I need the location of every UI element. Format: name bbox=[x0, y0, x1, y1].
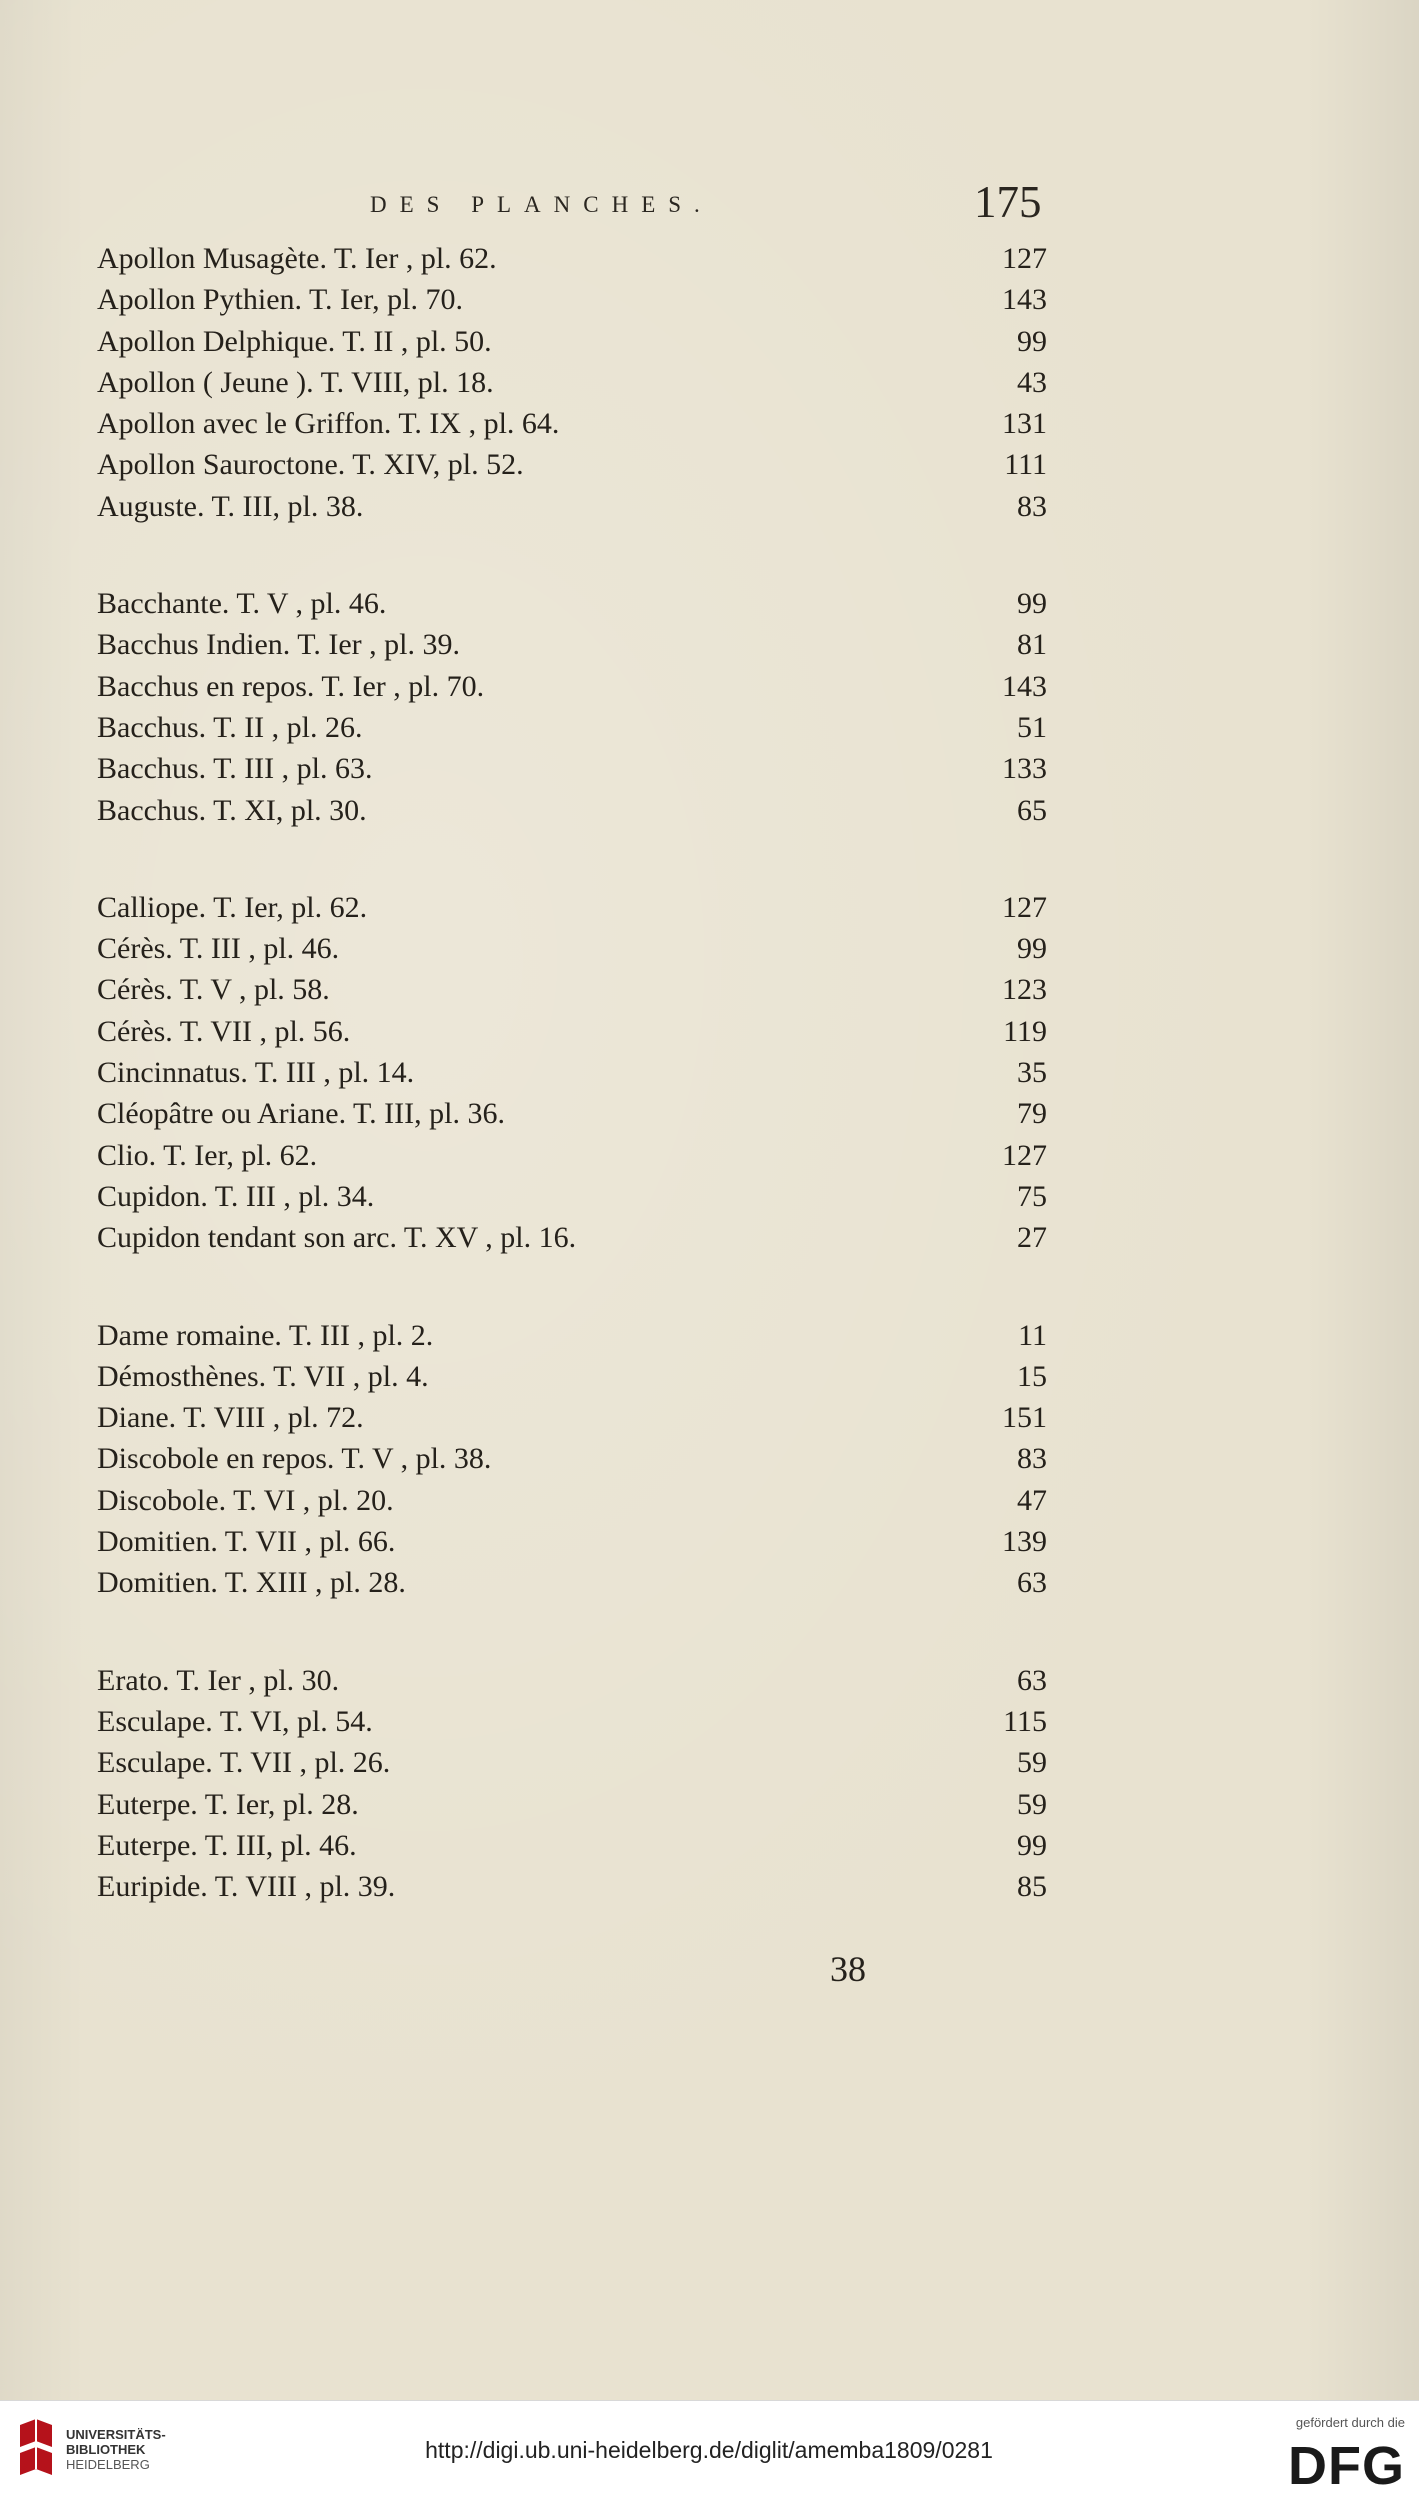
index-entry bbox=[97, 1135, 1047, 1176]
entry-reference: Euterpe. T. Ier, pl. 28. bbox=[97, 1787, 359, 1821]
permalink-url[interactable]: http://digi.ub.uni-heidelberg.de/diglit/amemba1809/0281 bbox=[425, 2437, 993, 2463]
entry-page-number: 63 bbox=[1017, 1566, 1047, 1600]
index-entry bbox=[97, 1052, 1047, 1093]
entry-reference: Cupidon tendant son arc. T. XV , pl. 16. bbox=[97, 1221, 577, 1255]
entry-reference: Apollon Pythien. T. Ier, pl. 70. bbox=[97, 283, 463, 317]
index-entry bbox=[97, 1011, 1047, 1052]
entry-reference: Bacchus. T. XI, pl. 30. bbox=[97, 793, 367, 827]
index-entry bbox=[97, 1093, 1047, 1134]
entry-page-number: 99 bbox=[1017, 587, 1047, 621]
index-entry bbox=[97, 666, 1047, 707]
entry-page-number: 83 bbox=[1017, 1442, 1047, 1476]
entry-reference: Discobole. T. VI , pl. 20. bbox=[97, 1483, 394, 1517]
entry-reference: Apollon avec le Griffon. T. IX , pl. 64. bbox=[97, 407, 560, 441]
library-name: UNIVERSITÄTS- BIBLIOTHEK HEIDELBERG bbox=[66, 2427, 166, 2472]
index-entry bbox=[97, 1397, 1047, 1438]
index-entry bbox=[97, 444, 1047, 485]
entry-page-number: 143 bbox=[1002, 669, 1047, 703]
entry-reference: Apollon Delphique. T. II , pl. 50. bbox=[97, 324, 492, 358]
entry-reference: Discobole en repos. T. V , pl. 38. bbox=[97, 1442, 492, 1476]
entry-reference: Apollon Musagète. T. Ier , pl. 62. bbox=[97, 242, 497, 275]
entry-page-number: 79 bbox=[1017, 1097, 1047, 1131]
index-entry bbox=[97, 321, 1047, 362]
index-entry bbox=[97, 1660, 1047, 1701]
entry-page-number: 27 bbox=[1017, 1221, 1047, 1255]
index-entry bbox=[97, 1784, 1047, 1825]
index-list bbox=[97, 238, 1047, 1907]
index-group bbox=[97, 1315, 1047, 1604]
entry-page-number: 115 bbox=[1003, 1704, 1047, 1738]
index-entry bbox=[97, 1356, 1047, 1397]
entry-page-number: 127 bbox=[1002, 242, 1047, 275]
entry-reference: Auguste. T. III, pl. 38. bbox=[97, 489, 364, 523]
index-entry bbox=[97, 583, 1047, 624]
index-entry bbox=[97, 1742, 1047, 1783]
index-entry bbox=[97, 1825, 1047, 1866]
index-group bbox=[97, 583, 1047, 831]
entry-page-number: 151 bbox=[1002, 1401, 1047, 1435]
funding-note: gefördert durch die bbox=[1295, 2415, 1405, 2430]
entry-page-number: 99 bbox=[1017, 324, 1047, 358]
entry-page-number: 81 bbox=[1017, 628, 1047, 662]
running-head: DES PLANCHES. bbox=[370, 192, 713, 217]
index-group bbox=[97, 1660, 1047, 1908]
entry-reference: Apollon Sauroctone. T. XIV, pl. 52. bbox=[97, 448, 524, 482]
index-entry bbox=[97, 1480, 1047, 1521]
entry-reference: Bacchus. T. II , pl. 26. bbox=[97, 710, 363, 744]
entry-reference: Bacchante. T. V , pl. 46. bbox=[97, 587, 387, 621]
viewer-footer bbox=[0, 2400, 1419, 2504]
entry-reference: Domitien. T. XIII , pl. 28. bbox=[97, 1566, 406, 1600]
entry-page-number: 85 bbox=[1017, 1870, 1047, 1904]
entry-page-number: 119 bbox=[1003, 1014, 1047, 1048]
index-entry bbox=[97, 362, 1047, 403]
index-group bbox=[97, 887, 1047, 1259]
entry-reference: Cérès. T. III , pl. 46. bbox=[97, 932, 340, 966]
index-entry bbox=[97, 1217, 1047, 1258]
entry-reference: Cupidon. T. III , pl. 34. bbox=[97, 1179, 375, 1213]
entry-reference: Euripide. T. VIII , pl. 39. bbox=[97, 1870, 396, 1904]
index-entry bbox=[97, 1438, 1047, 1479]
index-entry bbox=[97, 486, 1047, 527]
entry-reference: Clio. T. Ier, pl. 62. bbox=[97, 1138, 318, 1172]
entry-page-number: 127 bbox=[1002, 1138, 1047, 1172]
index-entry bbox=[97, 1866, 1047, 1907]
index-group bbox=[97, 238, 1047, 527]
entry-page-number: 11 bbox=[1018, 1318, 1047, 1352]
entry-page-number: 15 bbox=[1017, 1359, 1047, 1393]
entry-page-number: 47 bbox=[1017, 1483, 1047, 1517]
entry-page-number: 111 bbox=[1004, 448, 1047, 482]
entry-reference: Bacchus en repos. T. Ier , pl. 70. bbox=[97, 669, 485, 703]
entry-reference: Bacchus Indien. T. Ier , pl. 39. bbox=[97, 628, 460, 662]
dfg-logo: DFG bbox=[1288, 2436, 1405, 2496]
entry-reference: Dame romaine. T. III , pl. 2. bbox=[97, 1318, 434, 1352]
entry-page-number: 59 bbox=[1017, 1746, 1047, 1780]
entry-page-number: 35 bbox=[1017, 1056, 1047, 1090]
entry-reference: Démosthènes. T. VII , pl. 4. bbox=[97, 1359, 429, 1393]
index-entry bbox=[97, 790, 1047, 831]
entry-page-number: 133 bbox=[1002, 752, 1047, 786]
entry-page-number: 43 bbox=[1017, 365, 1047, 399]
entry-page-number: 65 bbox=[1017, 793, 1047, 827]
entry-reference: Bacchus. T. III , pl. 63. bbox=[97, 752, 373, 786]
entry-page-number: 59 bbox=[1017, 1787, 1047, 1821]
index-entry bbox=[97, 279, 1047, 320]
entry-page-number: 75 bbox=[1017, 1179, 1047, 1213]
entry-reference: Diane. T. VIII , pl. 72. bbox=[97, 1401, 364, 1435]
entry-page-number: 51 bbox=[1017, 710, 1047, 744]
index-entry bbox=[97, 624, 1047, 665]
page-number: 175 bbox=[974, 177, 1042, 227]
entry-page-number: 99 bbox=[1017, 1828, 1047, 1862]
index-entry bbox=[97, 748, 1047, 789]
entry-reference: Cérès. T. VII , pl. 56. bbox=[97, 1014, 351, 1048]
entry-page-number: 99 bbox=[1017, 932, 1047, 966]
index-entry bbox=[97, 887, 1047, 928]
entry-page-number: 83 bbox=[1017, 489, 1047, 523]
index-entry bbox=[97, 928, 1047, 969]
entry-reference: Cléopâtre ou Ariane. T. III, pl. 36. bbox=[97, 1097, 505, 1131]
index-entry bbox=[97, 1521, 1047, 1562]
entry-page-number: 123 bbox=[1002, 973, 1047, 1007]
index-entry bbox=[97, 1562, 1047, 1603]
entry-reference: Euterpe. T. III, pl. 46. bbox=[97, 1828, 357, 1862]
university-library-logo-icon bbox=[14, 2417, 58, 2487]
entry-page-number: 131 bbox=[1002, 407, 1047, 441]
index-entry bbox=[97, 707, 1047, 748]
entry-page-number: 63 bbox=[1017, 1663, 1047, 1697]
index-entry bbox=[97, 969, 1047, 1010]
entry-reference: Cincinnatus. T. III , pl. 14. bbox=[97, 1056, 415, 1090]
entry-page-number: 139 bbox=[1002, 1525, 1047, 1559]
entry-reference: Domitien. T. VII , pl. 66. bbox=[97, 1525, 396, 1559]
index-entry bbox=[97, 238, 1047, 279]
entry-reference: Calliope. T. Ier, pl. 62. bbox=[97, 890, 368, 924]
entry-reference: Cérès. T. V , pl. 58. bbox=[97, 973, 330, 1007]
signature-mark: 38 bbox=[830, 1949, 866, 1989]
entry-reference: Apollon ( Jeune ). T. VIII, pl. 18. bbox=[97, 365, 494, 399]
entry-page-number: 143 bbox=[1002, 283, 1047, 317]
entry-reference: Esculape. T. VII , pl. 26. bbox=[97, 1746, 391, 1780]
index-entry bbox=[97, 1176, 1047, 1217]
entry-reference: Erato. T. Ier , pl. 30. bbox=[97, 1663, 340, 1697]
entry-page-number: 127 bbox=[1002, 890, 1047, 924]
index-entry bbox=[97, 1315, 1047, 1356]
entry-reference: Esculape. T. VI, pl. 54. bbox=[97, 1704, 373, 1738]
index-entry bbox=[97, 1701, 1047, 1742]
index-entry bbox=[97, 403, 1047, 444]
